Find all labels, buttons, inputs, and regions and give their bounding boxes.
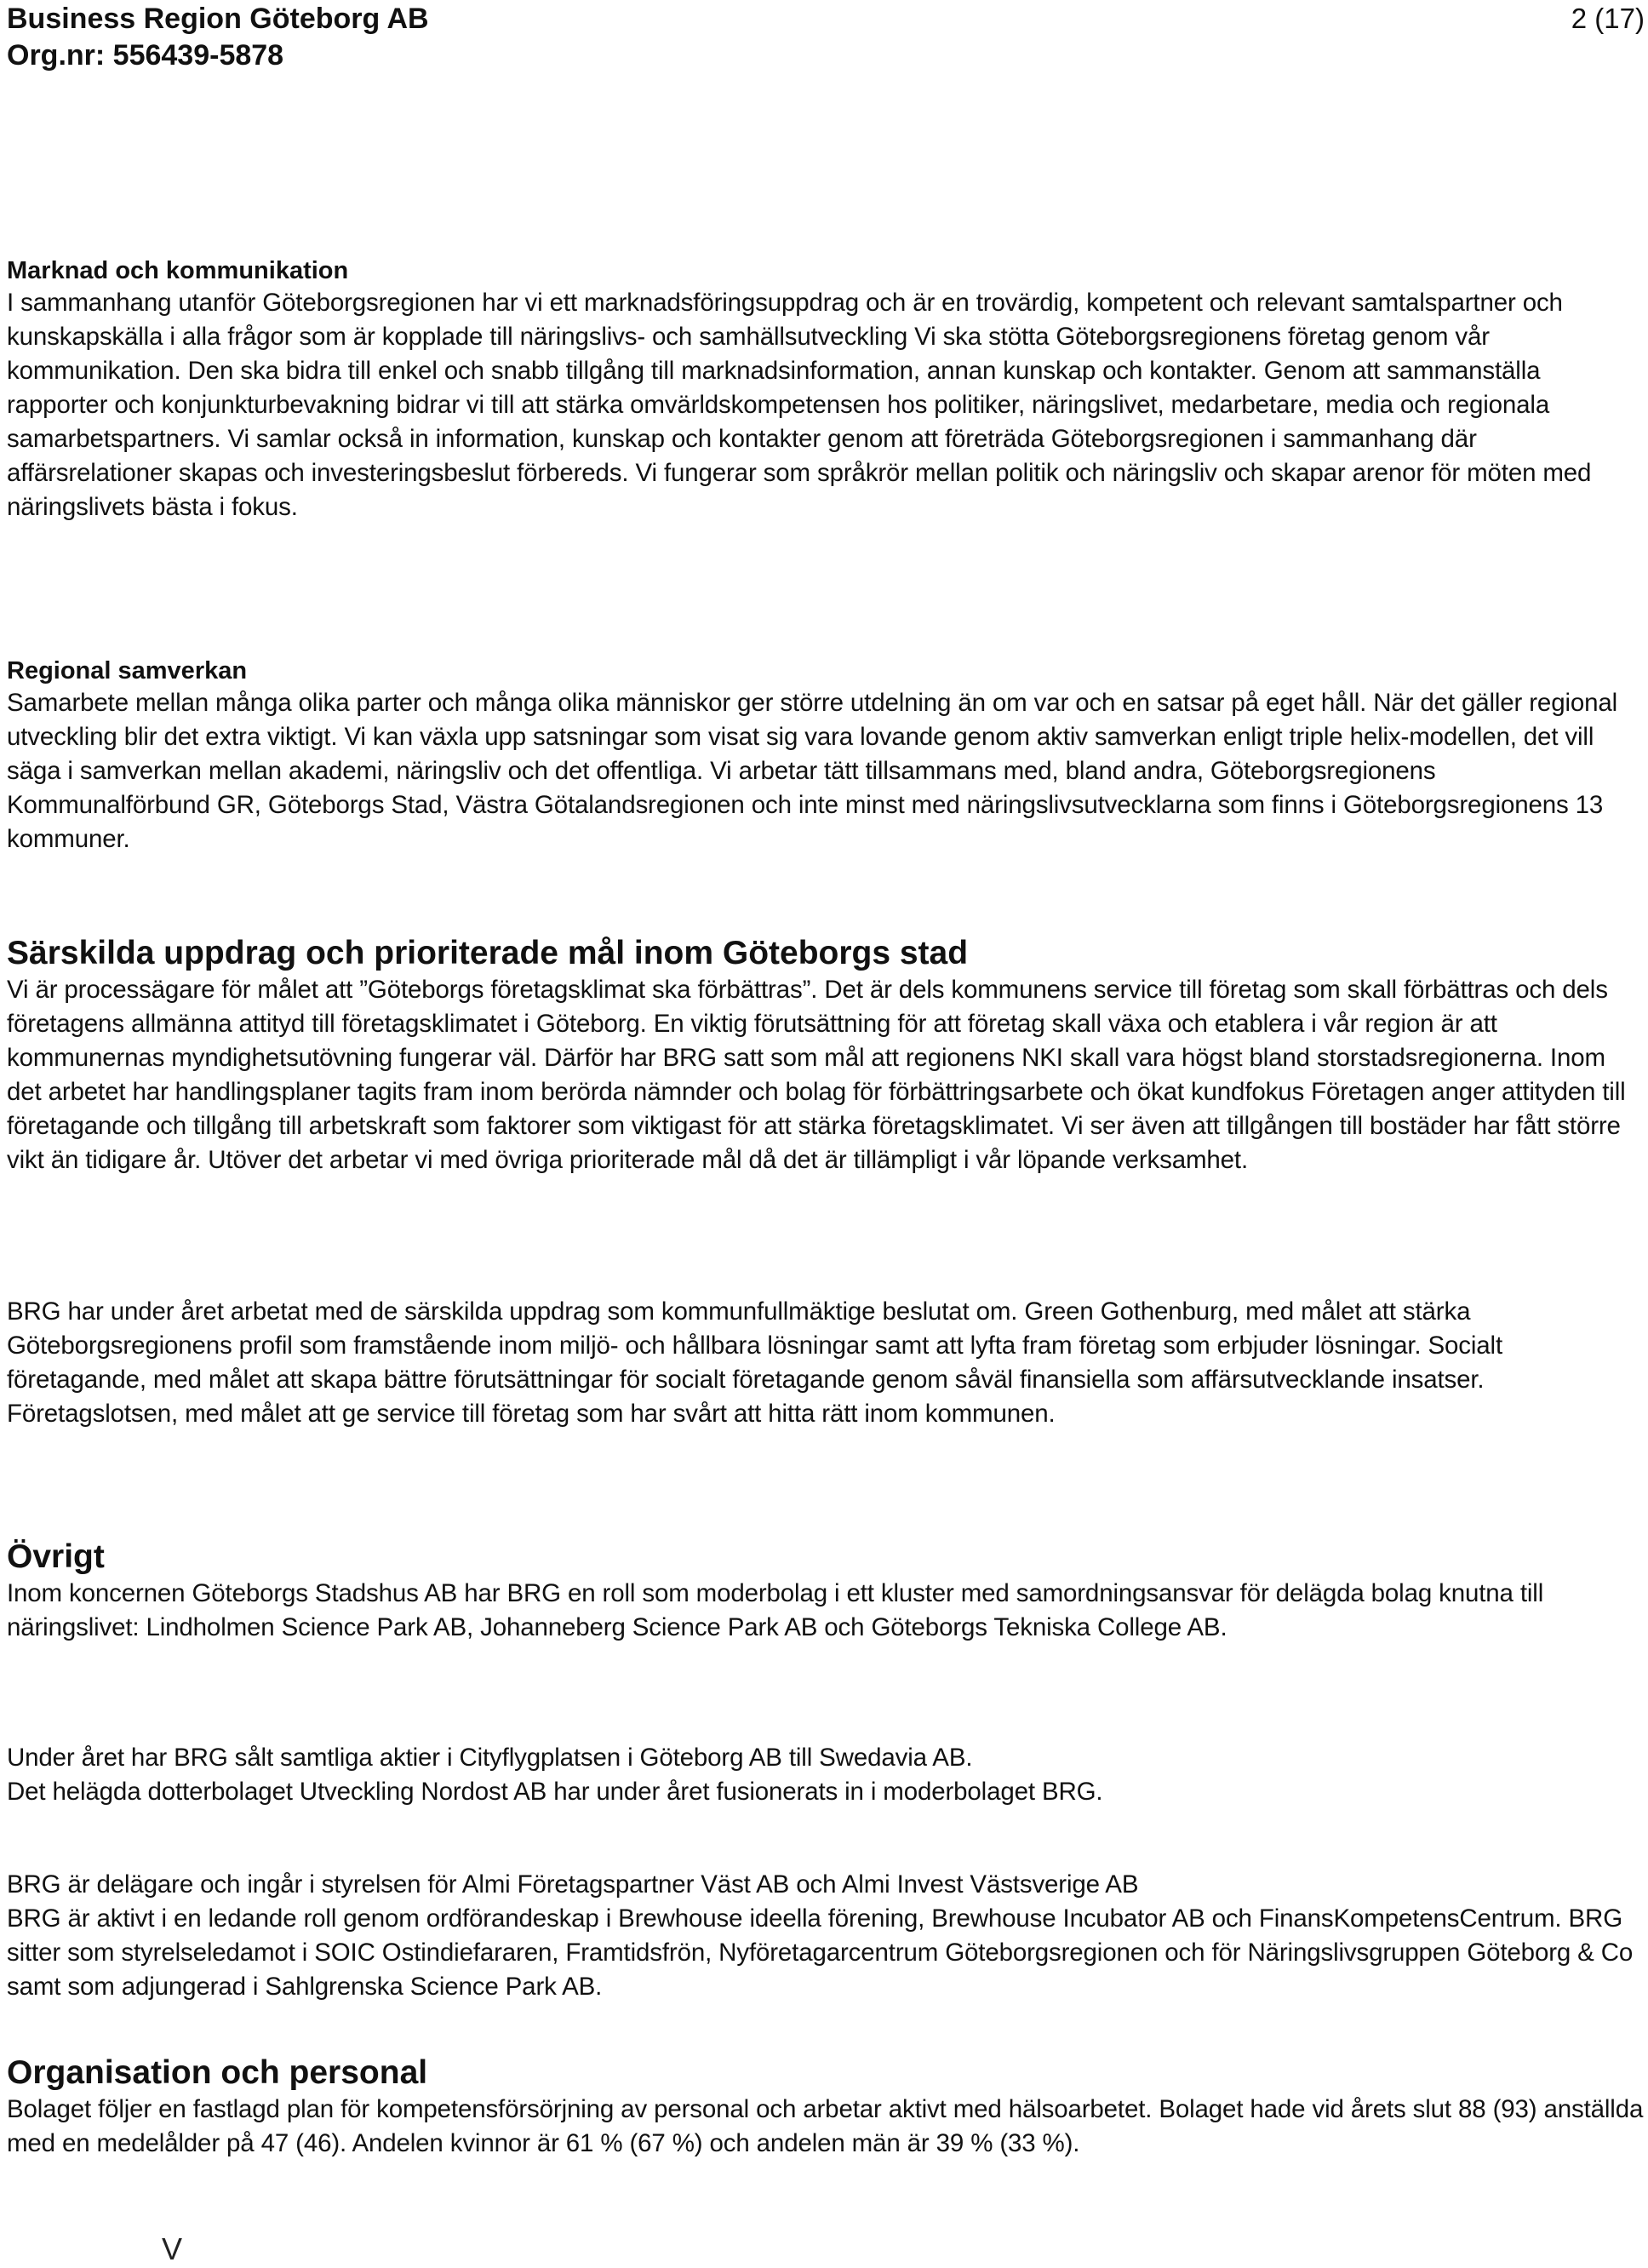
paragraph-ovrigt-2b: Det helägda dotterbolaget Utveckling Nordost AB har under året fusionerats in i moderbolaget BRG.: [7, 1778, 1103, 1806]
section-organisation: [7, 2053, 1645, 2161]
paragraph-sarskilda-1: Vi är processägare för målet att ”Göteborgs företagsklimat ska förbättras”. Det är dels kommunens service till företag som skall förbättras och dels företagens allmänna attityd till företagsklimatet i Göteborg. En viktig förutsättning för att företag skall växa och etablera i vår region är att kommunernas myndighetsutövning fungerar väl. Därför har BRG satt som mål att regionens NKI skall vara högst bland storstadsregionerna. Inom det arbetet har handlingsplaner tagits fram inom berörda nämnder och bolag för förbättringsarbete och ökat kundfokus Företagen anger attityden till företagande och tillgång till arbetskraft som faktorer som viktigast för att stärka företagsklimatet. Vi ser även att tillgången till bostäder har fått större vikt än tidigare år. Utöver det arbetar vi med övriga prioriterade mål då det är tillämpligt i vår löpande verksamhet.: [7, 976, 1626, 1174]
paragraph-ovrigt-3a: BRG är delägare och ingår i styrelsen för Almi Företagspartner Väst AB och Almi Invest Västsverige AB: [7, 1870, 1139, 1899]
section-ovrigt-3: [7, 1868, 1645, 2004]
paragraph-marknad: I sammanhang utanför Göteborgsregionen har vi ett marknadsföringsuppdrag och är en trovärdig, kompetent och relevant samtalspartner och kunskapskälla i alla frågor som är kopplade till näringslivs- och samhällsutveckling Vi ska stötta Göteborgsregionens företag genom vår kommunikation. Den ska bidra till enkel och snabb tillgång till marknadsinformation, annan kunskap och kontakter. Genom att sammanställa rapporter och konjunkturbevakning bidrar vi till att stärka omvärldskompetensen hos politiker, näringslivet, medarbetare, media och regionala samarbetspartners. Vi samlar också in information, kunskap och kontakter genom att företräda Göteborgsregionen i sammanhang där affärsrelationer skapas och investeringsbeslut förbereds. Vi fungerar som språkrör mellan politik och näringsliv och skapar arenor för möten med näringslivets bästa i fokus.: [7, 289, 1592, 521]
section-regional: [7, 656, 1645, 856]
heading-regional: Regional samverkan: [7, 657, 248, 684]
section-marknad: [7, 255, 1645, 524]
heading-ovrigt: Övrigt: [7, 1538, 105, 1575]
section-ovrigt: [7, 1538, 1645, 1645]
heading-organisation: Organisation och personal: [7, 2054, 428, 2091]
paragraph-ovrigt-2a: Under året har BRG sålt samtliga aktier i Cityflygplatsen i Göteborg AB till Swedavia AB.: [7, 1744, 973, 1772]
paragraph-ovrigt-3b: BRG är aktivt i en ledande roll genom ordförandeskap i Brewhouse ideella förening, Brewhouse Incubator AB och FinansKompetensCentrum. BRG sitter som styrelseledamot i SOIC Ostindiefararen, Framtidsfrön, Nyföretagarcentrum Göteborgsregionen och för Näringslivsgruppen Göteborg & Co samt som adjungerad i Sahlgrenska Science Park AB.: [7, 1904, 1634, 2001]
org-number: Org.nr: 556439-5878: [7, 39, 284, 72]
paragraph-organisation: Bolaget följer en fastlagd plan för kompetensförsörjning av personal och arbetar aktivt med hälsoarbetet. Bolaget hade vid årets slut 88 (93) anställda med en medelålder på 47 (46). Andelen kvinnor är 61 % (67 %) och andelen män är 39 % (33 %).: [7, 2095, 1644, 2157]
page-number: 2 (17): [1571, 3, 1645, 34]
company-name: Business Region Göteborg AB: [7, 3, 429, 35]
paragraph-regional: Samarbete mellan många olika parter och många olika människor ger större utdelning än om var och en satsar på eget håll. När det gäller regional utveckling blir det extra viktigt. Vi kan växla upp satsningar som visat sig vara lovande genom aktiv samverkan enligt triple helix-modellen, det vill säga i samverkan mellan akademi, näringsliv och det offentliga. Vi arbetar tätt tillsammans med, bland andra, Göteborgsregionens Kommunalförbund GR, Göteborgs Stad, Västra Götalandsregionen och inte minst med näringslivsutvecklarna som finns i Göteborgsregionens 13 kommuner.: [7, 689, 1618, 853]
paragraph-sarskilda-2: BRG har under året arbetat med de särskilda uppdrag som kommunfullmäktige beslutat om. Green Gothenburg, med målet att stärka Göteborgsregionens profil som framstående inom miljö- och hållbara lösningar samt att lyfta fram företag som erbjuder lösningar. Socialt företagande, med målet att skapa bättre förutsättningar för socialt företagande genom såväl finansiella som affärsutvecklande insatser. Företagslotsen, med målet att ge service till företag som har svårt att hitta rätt inom kommunen.: [7, 1297, 1503, 1428]
heading-marknad: Marknad och kommunikation: [7, 257, 349, 284]
section-ovrigt-2: [7, 1741, 1645, 1809]
section-sarskilda-2: [7, 1295, 1645, 1431]
paragraph-ovrigt-1: Inom koncernen Göteborgs Stadshus AB har BRG en roll som moderbolag i ett kluster med samordningsansvar för delägda bolag knutna till näringslivet: Lindholmen Science Park AB, Johanneberg Science Park AB och Göteborgs Tekniska College AB.: [7, 1579, 1544, 1641]
handwritten-initial-mark: V: [162, 2231, 183, 2266]
section-sarskilda: [7, 934, 1645, 1177]
heading-sarskilda: Särskilda uppdrag och prioriterade mål inom Göteborgs stad: [7, 935, 969, 971]
